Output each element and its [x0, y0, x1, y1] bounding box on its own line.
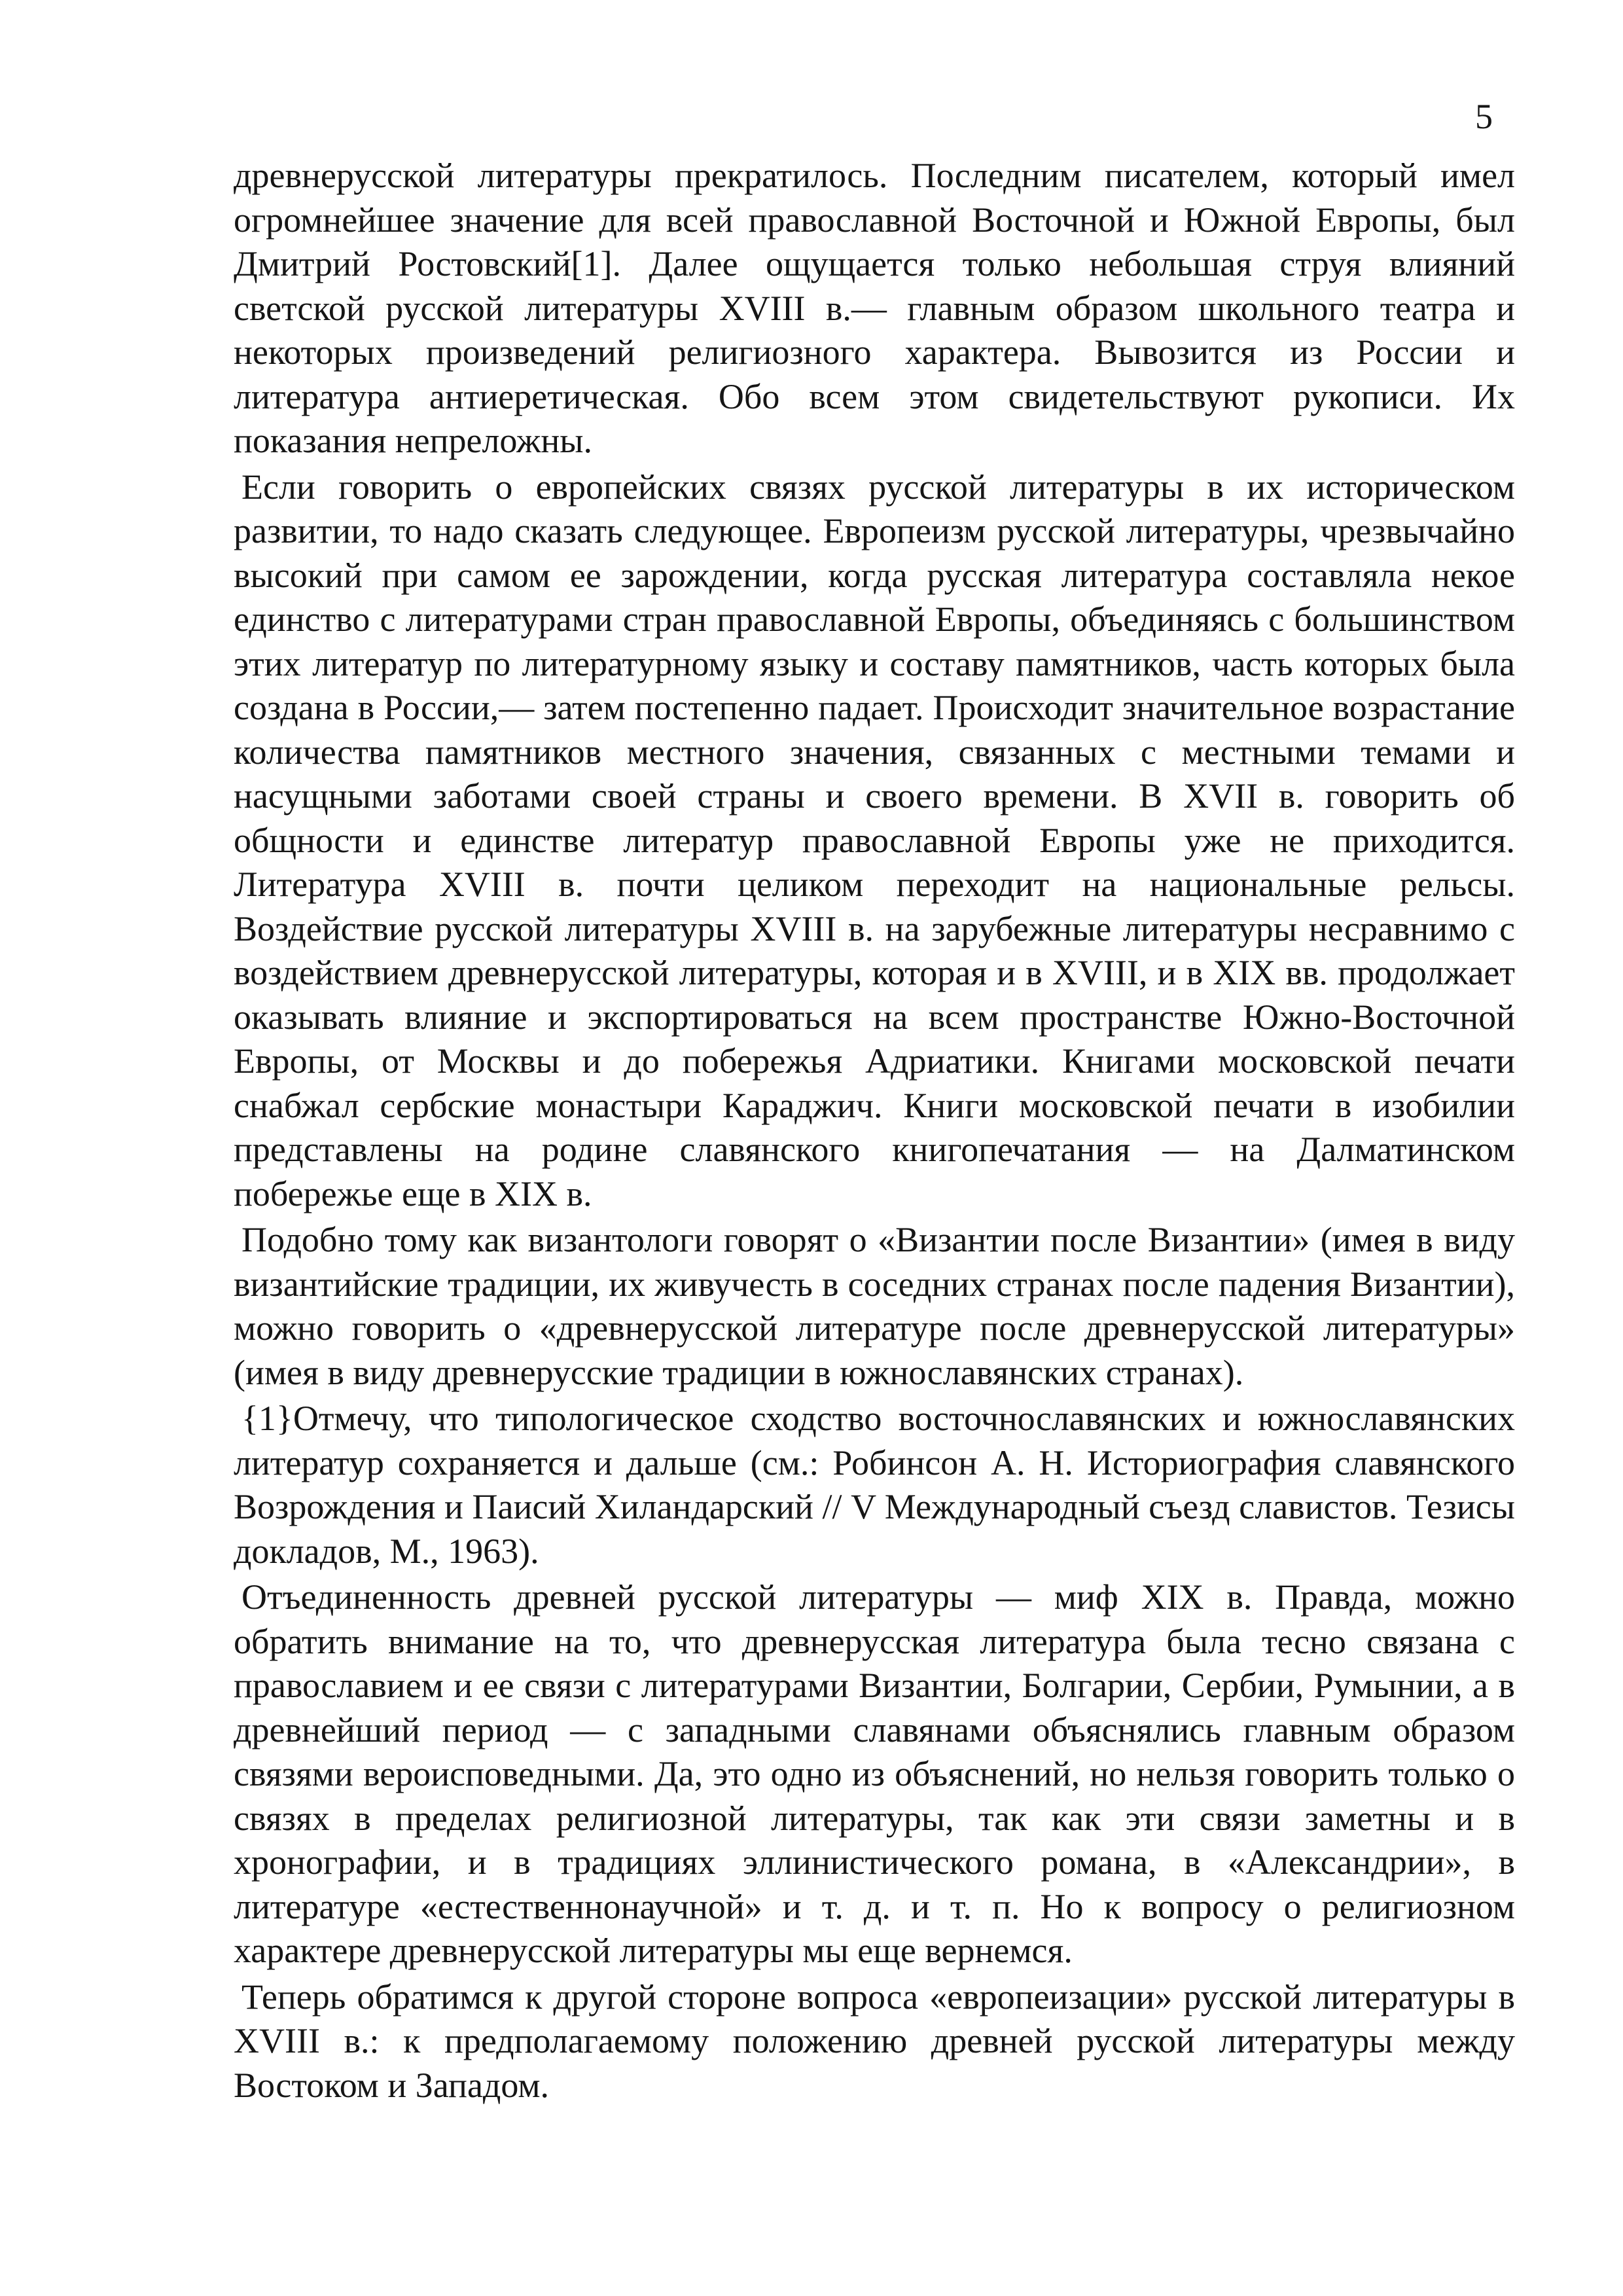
paragraph-2: Если говорить о европейских связях русской литературы в их историческом развитии, то надо сказать следующее. Европеизм русской литературы, чрезвычайно высокий при самом ее зарождении, когда русская литература составляла некое единство с литературами стран православной Европы, объединяясь с большинством этих литератур по литературному языку и составу памятников, часть которых была создана в России,— затем постепенно падает. Происходит значительное возрастание количества памятников местного значения, связанных с местными темами и насущными заботами своей страны и своего времени. В XVII в. говорить об общности и единстве литератур православной Европы уже не приходится. Литература XVIII в. почти целиком переходит на национальные рельсы. Воздействие русской литературы XVIII в. на зарубежные литературы несравнимо с воздействием древнерусской литературы, которая и в XVIII, и в XIX вв. продолжает оказывать влияние и экспортироваться на всем пространстве Южно-Восточной Европы, от Москвы и до побережья Адриатики. Книгами московской печати снабжал сербские монастыри Караджич. Книги московской печати в изобилии представлены на родине славянского книгопечатания — на Далматинском побережье еще в XIX в.	[234, 467, 1515, 1213]
page-number: 5	[1475, 97, 1493, 136]
footnote-paragraph: {1}Отмечу, что типологическое сходство восточнославянских и южнославянских литератур сохраняется и дальше (см.: Робинсон А. Н. Историография славянского Возрождения и Паисий Хиландарский // V Международный съезд славистов. Тезисы докладов, М., 1963).	[234, 1399, 1515, 1571]
document-body	[234, 154, 1515, 2109]
paragraph-5: Отъединенность древней русской литературы — миф XIX в. Правда, можно обратить внимание на то, что древнерусская литература была тесно связана с православием и ее связи с литературами Византии, Болгарии, Сербии, Румынии, а в древнейший период — с западными славянами объяснялись главным образом связями вероисповедными. Да, это одно из объяснений, но нельзя говорить только о связях в пределах религиозной литературы, так как эти связи заметны и в хронографии, и в традициях эллинистического романа, в «Александрии», в литературе «естественнонаучной» и т. д. и т. п. Но к вопросу о религиозном характере древнерусской литературы мы еще вернемся.	[234, 1577, 1515, 1970]
paragraph-3: Подобно тому как византологи говорят о «Византии после Византии» (имея в виду византийские традиции, их живучесть в соседних странах после падения Византии), можно говорить о «древнерусской литературе после древнерусской литературы» (имея в виду древнерусские традиции в южнославянских странах).	[234, 1220, 1515, 1392]
paragraph-1: древнерусской литературы прекратилось. Последним писателем, который имел огромнейшее значение для всей православной Восточной и Южной Европы, был Дмитрий Ростовский[1]. Далее ощущается только небольшая струя влияний светской русской литературы XVIII в.— главным образом школьного театра и некоторых произведений религиозного характера. Вывозится из России и литература антиеретическая. Обо всем этом свидетельствуют рукописи. Их показания непреложны.	[234, 156, 1515, 460]
paragraph-6: Теперь обратимся к другой стороне вопроса «европеизации» русской литературы в XVIII в.: к предполагаемому положению древней русской литературы между Востоком и Западом.	[234, 1977, 1515, 2105]
